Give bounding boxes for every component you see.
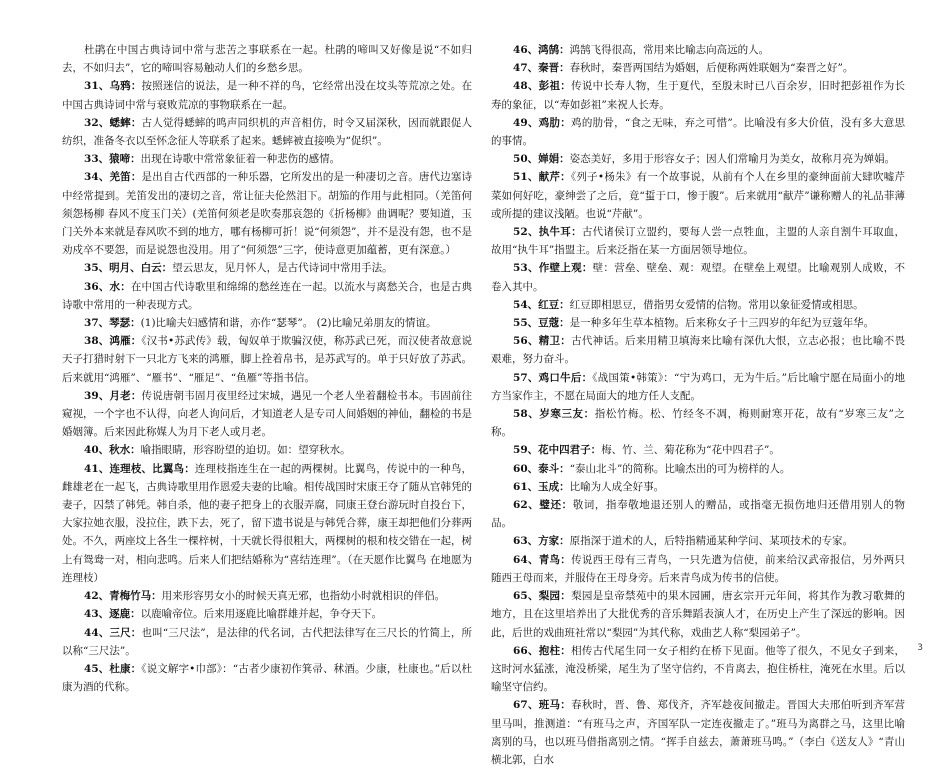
entry-item: 35、明月、白云：望云思友，见月怀人，是古代诗词中常用手法。 [84,262,393,275]
entry-number: 35 [84,262,99,275]
entry-term: 鸡口牛后 [538,371,582,384]
entry-number: 33 [84,153,99,166]
entry-term: 羌笛 [109,171,131,184]
entry-term: 蟋蟀 [109,116,131,129]
left-column [62,41,472,696]
entry-item: 47、秦晋：春秋时，秦晋两国结为婚姻，后便称两姓联姻为“秦晋之好”。 [513,62,854,75]
entry-text: 以鹿喻帝位。后来用逐鹿比喻群雄并起，争夺天下。 [140,608,383,621]
entry-term: 岁寒三友 [539,408,584,421]
entry-number: 51 [513,171,528,184]
entry-number: 38 [84,335,99,348]
entry-term: 青鸟 [538,553,561,566]
entry-item: 65、梨园：梨园是皇帝禁苑中的果木园圃，唐玄宗开元年间，将其作为教习歌舞的地方，且在这里培养出了大批优秀的音乐舞蹈表演人才，在历史上产生了深远的影响。因此，后世的戏曲班社常以“梨园”为其代称，戏曲艺人称“梨园弟子”。 [491,590,906,639]
entry-item: 57、鸡口牛后：《战国策•韩策》：“宁为鸡口，无为牛后。”后比喻宁愿在局面小的地方当家作主，不愿在局面大的地方任人支配。 [491,371,906,402]
entry-number: 56 [513,335,528,348]
entry-text: 是出自古代西部的一种乐器，它所发出的是一种凄切之音。唐代边塞诗中经常提到。羌笛发出的凄切之音，常让征夫伦然泪下。胡笳的作用与此相同。（羌笛何须怨杨柳 春风不度玉门关）(羌笛何须老是吹奏那哀怨的《折杨柳》曲调呢？要知道，玉门关外本来就是春风吹不到的地方，哪有杨柳可折！说“何须怨”，并不是没有怨，也不是劝戍卒不要怨，而是说怨也没用。用了“何须怨”三字，使诗意更加蕴蓄，更有深意。） [62,171,473,257]
entry-text: 古人觉得蟋蟀的鸣声同织机的声音相仿，时令又届深秋，因而就跟促人纺织，准备冬衣以至怀念征人等联系了起来。蟋蟀被直接唤为“促织”。 [62,116,473,148]
entry-item: 59、花中四君子：梅、竹、兰、菊花称为“花中四君子”。 [513,444,780,457]
entry-item: 52、执牛耳：古代诸侯订立盟约，要每人尝一点牲血，主盟的人亲自割牛耳取血，故用“执牛耳”指盟主。后来泛指在某一方面居领导地位。 [491,226,906,257]
entry-number: 57 [513,371,528,384]
entry-text: 原指深于道术的人，后特指精通某种学问、某项技术的专家。 [569,535,854,548]
entry-item: 54、红豆：红豆即相思豆，借指男女爱情的信物。常用以象征爱情或相思。 [513,298,864,311]
entry-number: 50 [513,153,528,166]
entry-text: 红豆即相思豆，借指男女爱情的信物。常用以象征爱情或相思。 [569,298,864,311]
entry-text: 也叫“三尺法”，是法律的代名词，古代把法律写在三尺长的竹简上，所以称“三尺法”。 [62,626,472,657]
entry-item: 50、婵娟：姿态美好，多用于形容女子；因人们常喻月为美女，故称月亮为婵娟。 [513,153,896,166]
entry-term: 献芹 [538,171,561,184]
entry-item: 66、抱柱：相传古代尾生同一女子相约在桥下见面。他等了很久，不见女子到来，这时河水猛涨，淹没桥梁，尾生为了坚守信约，不肯离去，抱住桥柱，淹死在水里。后以喻坚守信约。 [491,644,906,694]
entry-text: 传说中长寿人物，生于夏代，至殷末时已八百余岁，旧时把彭祖作为长寿的象征，以“寿如彭祖”来祝人长寿。 [491,80,906,111]
entry-item: 31、乌鸦：按照迷信的说法，是一种不祥的鸟，它经常出没在坟头等荒凉之处。在中国古典诗词中常与衰败荒凉的事物联系在一起。 [62,80,473,111]
entry-item: 43、逐鹿：以鹿喻帝位。后来用逐鹿比喻群雄并起，争夺天下。 [84,608,383,621]
entry-term: 玉成 [538,480,560,493]
entry-text: 杜鹃在中国古典诗词中常与悲苦之事联系在一起。杜鹃的啼叫又好像是说“不如归去，不如归去”，它的啼叫容易触动人们的乡愁乡思。 [62,44,472,75]
entry-term: 猿啼 [109,153,131,166]
entry-number: 41 [84,462,99,475]
entry-number: 34 [84,171,99,184]
entry-text: 在中国古代诗歌里和绵绵的愁丝连在一起。以流水与离愁关合，也是古典诗歌中常用的一种表现方式。 [62,280,473,311]
entry-term: 作壁上观 [538,262,582,275]
entry-term: 梨园 [538,590,561,603]
entry-text: 壁：营垒、壁垒、观：观望。在壁垒上观望。比喻观别人成败，不卷入其中。 [491,262,906,293]
entry-text: 《说文解字•巾部》：“古者少康初作箕帚、秫酒。少康，杜康也。”后以杜康为酒的代称。 [62,662,473,694]
entry-number: 49 [513,116,528,129]
entry-term: 彭祖 [538,80,561,93]
entry-number: 48 [513,80,528,93]
right-column [491,41,905,769]
entry-term: 青梅竹马 [109,590,152,603]
entry-term: 鸡肋 [538,116,561,129]
entry-item: 58、岁寒三友：指松竹梅。松、竹经冬不凋，梅则耐寒开花，故有“岁寒三友”之称。 [491,408,906,439]
entry-item: 55、豆蔻：是一种多年生草本植物。后来称女子十三四岁的年纪为豆蔻年华。 [513,317,875,330]
entry-number: 36 [84,280,99,293]
entry-item: 38、鸿雁：《汉书•苏武传》载，匈奴单于欺骗汉使，称苏武已死，而汉使者故意说天子打猎时射下一只北方飞来的鸿雁，脚上拴着帛书，是苏武写的。单于只好放了苏武。后来就用“鸿雁”、“雁书”、“雁足”、“鱼雁”等指书信。 [62,335,473,384]
entry-number: 37 [84,317,99,330]
entry-number: 62 [513,499,528,512]
entry-number: 63 [513,535,528,548]
entry-term: 执牛耳 [538,226,572,239]
entry-number: 60 [513,462,528,475]
entry-text: 指松竹梅。松、竹经冬不凋，梅则耐寒开花，故有“岁寒三友”之称。 [491,408,906,439]
entry-text: 是一种多年生草本植物。后来称女子十三四岁的年纪为豆蔻年华。 [569,317,875,330]
entry-item: 61、玉成：比喻为人成全好事。 [513,480,665,493]
entry-term: 方家 [538,535,560,548]
entry-text: 古代诸侯订立盟约，要每人尝一点牲血，主盟的人亲自割牛耳取血，故用“执牛耳”指盟主。后来泛指在某一方面居领导地位。 [491,226,906,257]
entry-number: 61 [513,480,528,493]
entry-number: 46 [513,44,528,56]
entry-term: 秋水 [109,444,131,457]
entry-term: 杜康 [109,662,131,675]
entry-number: 58 [513,408,528,421]
entry-item: 36、水：在中国古代诗歌里和绵绵的愁丝连在一起。以流水与离愁关合，也是古典诗歌中常用的一种表现方式。 [62,280,473,311]
entry-number: 64 [513,553,528,566]
page-number: 3 [917,643,923,653]
entry-text: 传说唐朝韦固月夜里经过宋城，遇见一个老人坐着翻检书本。韦固前往窥视，一个字也不认得，向老人询问后，才知道老人是专司人间婚姻的神仙，翻检的书是婚姻簿。后来因此称媒人为月下老人或月老。 [62,389,473,439]
entry-text: 连理枝指连生在一起的两棵树。比翼鸟，传说中的一种鸟，雌雄老在一起飞，古典诗歌里用作恩爱夫妻的比喻。相传战国时宋康王夺了随从官韩凭的妻子，囚禁了韩凭。韩自杀，他的妻子把身上的衣服弄腐，同康王登台游玩时自投台下，大家拉她衣服，没拉住，跌下去，死了，留下遗书说是与韩凭合葬，康王却把他们分葬两处。不久，两座坟上各生一棵梓树，十天就长得很粗大，两棵树的根和枝交错在一起，树上有鸳鸯一对，相向悲鸣。后来人们把结婚称为“喜结连理”。（在天愿作比翼鸟 在地愿为连理枝） [62,462,473,584]
entry-item: 49、鸡肋：鸡的肋骨，“食之无味，弃之可惜”。比喻没有多大价值，没有多大意思的事情。 [491,116,906,148]
entry-text: “泰山北斗”的简称。比喻杰出的可为榜样的人。 [569,462,791,475]
entry-number: 66 [513,644,528,657]
entry-item: 60、泰斗：“泰山北斗”的简称。比喻杰出的可为榜样的人。 [513,462,791,475]
entry-item: 33、猿啼：出现在诗歌中常常象征着一种悲伤的感情。 [84,153,341,166]
entry-text: 鸡的肋骨，“食之无味，弃之可惜”。比喻没有多大价值，没有多大意思的事情。 [491,116,906,148]
entry-term: 精卫 [538,335,561,348]
entry-text: 比喻为人成全好事。 [569,480,665,493]
entry-term: 月老 [109,389,131,402]
entry-term: 抱柱 [538,644,561,657]
entry-text: 喻指眼睛，形容盼望的迫切。如：望穿秋水。 [140,444,351,457]
entry-text: 春秋时，秦晋两国结为婚姻，后便称两姓联姻为“秦晋之好”。 [569,62,854,75]
entry-text: 相传古代尾生同一女子相约在桥下见面。他等了很久，不见女子到来，这时河水猛涨，淹没桥梁，尾生为了坚守信约，不肯离去，抱住桥柱，淹死在水里。后以喻坚守信约。 [491,644,906,694]
entry-term: 三尺 [109,626,131,639]
entry-term: 鸿雁 [109,335,131,348]
entry-text: 传说西王母有三青鸟，一只先遣为信使，前来给汉武帝报信，另外两只随西王母而来，并服侍在王母身旁。后来青鸟成为传书的信使。 [491,553,906,584]
entry-term: 花中四君子 [538,444,591,457]
entry-text: 《汉书•苏武传》载，匈奴单于欺骗汉使，称苏武已死，而汉使者故意说天子打猎时射下一只北方飞来的鸿雁，脚上拴着帛书，是苏武写的。单于只好放了苏武。后来就用“鸿雁”、“雁书”、“雁足”、“鱼雁”等指书信。 [62,335,473,384]
entry-item: 67、班马：春秋时，晋、鲁、郑伐齐，齐军趁夜间撤走。晋国大夫邢伯听到齐军营里马叫，推测道：“有班马之声，齐国军队一定连夜撤走了。”班马为离群之马，这里比喻离别的马，也以班马借指离别之情。“挥手自兹去，萧萧班马鸣。”（李白《送友人》“青山横北郭，白水 [491,699,906,766]
entry-term: 秦晋 [538,62,560,75]
entry-item: 39、月老：传说唐朝韦固月夜里经过宋城，遇见一个老人坐着翻检书本。韦固前往窥视，一个字也不认得，向老人询问后，才知道老人是专司人间婚姻的神仙，翻检的书是婚姻簿。后来因此称媒人为月下老人或月老。 [62,389,473,439]
entry-item: 32、蟋蟀：古人觉得蟋蟀的鸣声同织机的声音相仿，时令又届深秋，因而就跟促人纺织，准备冬衣以至怀念征人等联系了起来。蟋蟀被直接唤为“促织”。 [62,116,473,148]
entry-number: 44 [84,626,99,639]
entry-item: 46、鸿鹄：鸿鹄飞得很高，常用来比喻志向高远的人。 [513,44,770,56]
entry-item: 41、连理枝、比翼鸟：连理枝指连生在一起的两棵树。比翼鸟，传说中的一种鸟，雌雄老在一起飞，古典诗歌里用作恩爱夫妻的比喻。相传战国时宋康王夺了随从官韩凭的妻子，囚禁了韩凭。韩自杀，他的妻子把身上的衣服弄腐，同康王登台游玩时自投台下，大家拉她衣服，没拉住，跌下去，死了，留下遗书说是与韩凭合葬，康王却把他们分葬两处。不久，两座坟上各生一棵梓树，十天就长得很粗大，两棵树的根和枝交错在一起，树上有鸳鸯一对，相向悲鸣。后来人们把结婚称为“喜结连理”。（在天愿作比翼鸟 在地愿为连理枝） [62,462,473,584]
entry-term: 明月、白云 [109,262,162,275]
entry-item: 45、杜康：《说文解字•巾部》：“古者少康初作箕帚、秫酒。少康，杜康也。”后以杜康为酒的代称。 [62,662,473,694]
entry-text: 《战国策•韩策》：“宁为鸡口，无为牛后。”后比喻宁愿在局面小的地方当家作主，不愿在局面大的地方任人支配。 [491,371,906,402]
entry-number: 65 [513,590,528,603]
entry-item: 34、羌笛：是出自古代西部的一种乐器，它所发出的是一种凄切之音。唐代边塞诗中经常提到。羌笛发出的凄切之音，常让征夫伦然泪下。胡笳的作用与此相同。（羌笛何须怨杨柳 春风不度玉门关）(羌笛何须老是吹奏那哀怨的《折杨柳》曲调呢？要知道，玉门关外本来就是春风吹不到的地方，哪有杨柳可折！说“何须怨”，并不是没有怨，也不是劝戍卒不要怨，而是说怨也没用。用了“何须怨”三字，使诗意更加蕴蓄，更有深意。） [62,171,473,257]
entry-text: 用来形容男女小的时候天真无邪，也指幼小时就相识的伴侣。 [161,590,446,603]
entry-term: 鸿鹄 [538,44,560,56]
entry-text: 敬词，指奉敬地退还别人的赠品，或指毫无损伤地归还借用别人的物品。 [491,499,906,530]
entry-item: 56、精卫：古代神话。后来用精卫填海来比喻有深仇大恨，立志必报；也比喻不畏艰难，努力奋斗。 [491,335,906,366]
entry-number: 54 [513,298,528,311]
entry-text: 梨园是皇帝禁苑中的果木园圃，唐玄宗开元年间，将其作为教习歌舞的地方，且在这里培养出了大批优秀的音乐舞蹈表演人才，在历史上产生了深远的影响。因此，后世的戏曲班社常以“梨园”为其代称，戏曲艺人称“梨园弟子”。 [491,590,906,639]
entry-item: 37、琴瑟：(1)比喻夫妇感情和谐，亦作“瑟琴”。 (2)比喻兄弟朋友的情谊。 [84,317,437,330]
entry-term: 婵娟 [538,153,560,166]
entry-item: 48、彭祖：传说中长寿人物，生于夏代，至殷末时已八百余岁，旧时把彭祖作为长寿的象征，以“寿如彭祖”来祝人长寿。 [491,80,906,111]
entry-term: 水 [109,280,121,293]
entry-number: 43 [84,608,99,621]
entry-text: 春秋时，晋、鲁、郑伐齐，齐军趁夜间撤走。晋国大夫邢伯听到齐军营里马叫，推测道：“有班马之声，齐国军队一定连夜撤走了。”班马为离群之马，这里比喻离别的马，也以班马借指离别之情。“挥手自兹去，萧萧班马鸣。”（李白《送友人》“青山横北郭，白水 [491,699,906,766]
entry-term: 豆蔻 [538,317,560,330]
entry-text: 鸿鹄飞得很高，常用来比喻志向高远的人。 [569,44,770,56]
entry-number: 55 [513,317,528,330]
entry-number: 40 [84,444,99,457]
entry-number: 59 [513,444,528,457]
entry-term: 红豆 [538,298,560,311]
entry-term: 璧还 [539,499,562,512]
entry-text: 出现在诗歌中常常象征着一种悲伤的感情。 [140,153,341,166]
entry-item: 64、青鸟：传说西王母有三青鸟，一只先遣为信使，前来给汉武帝报信，另外两只随西王母而来，并服侍在王母身旁。后来青鸟成为传书的信使。 [491,553,906,584]
entry-term: 乌鸦 [109,80,131,93]
entry-term: 班马 [538,699,561,712]
entry-item: 63、方家：原指深于道术的人，后特指精通某种学问、某项技术的专家。 [513,535,854,548]
entry-item: 42、青梅竹马：用来形容男女小的时候天真无邪，也指幼小时就相识的伴侣。 [84,590,446,603]
entry-number: 52 [513,226,528,239]
entry-number: 32 [84,116,99,129]
entry-number: 39 [84,389,99,402]
entry-number: 42 [84,590,99,603]
entry-number: 31 [84,80,99,93]
entry-number: 67 [513,699,528,712]
entry-term: 泰斗 [538,462,560,475]
entry-text: 按照迷信的说法，是一种不祥的鸟，它经常出没在坟头等荒凉之处。在中国古典诗词中常与衰败荒凉的事物联系在一起。 [62,80,473,111]
entry-text: 《列子•杨朱》有一个故事说，从前有个人在乡里的豪绅面前大肆吹嘘芹菜如何好吃，豪绅尝了之后，竟“蜇于口，惨于腹”。后来就用“献芹”谦称赠人的礼品菲薄或所提的建议浅陋。也说“芹献”。 [491,171,906,220]
entry-item: 62、璧还：敬词，指奉敬地退还别人的赠品，或指毫无损伤地归还借用别人的物品。 [491,499,906,530]
entry-term: 逐鹿 [109,608,131,621]
entry-text: (1)比喻夫妇感情和谐，亦作“瑟琴”。 (2)比喻兄弟朋友的情谊。 [140,317,437,330]
entry-item: 51、献芹：《列子•杨朱》有一个故事说，从前有个人在乡里的豪绅面前大肆吹嘘芹菜如何好吃，豪绅尝了之后，竟“蜇于口，惨于腹”。后来就用“献芹”谦称赠人的礼品菲薄或所提的建议浅陋。也说“芹献”。 [491,171,906,220]
entry-text: 古代神话。后来用精卫填海来比喻有深仇大恨，立志必报；也比喻不畏艰难，努力奋斗。 [491,335,906,366]
entry-term: 连理枝、比翼鸟 [109,462,185,475]
entry-term: 琴瑟 [109,317,131,330]
entry-number: 47 [513,62,528,75]
entry-number: 53 [513,262,528,275]
entry-item: 44、三尺：也叫“三尺法”，是法律的代名词，古代把法律写在三尺长的竹简上，所以称“三尺法”。 [62,626,472,657]
entry-text: 梅、竹、兰、菊花称为“花中四君子”。 [601,444,780,457]
entry-item [62,41,472,77]
entry-text: 望云思友，见月怀人，是古代诗词中常用手法。 [172,262,393,275]
entry-number: 45 [84,662,99,675]
entry-item: 40、秋水：喻指眼睛，形容盼望的迫切。如：望穿秋水。 [84,444,351,457]
entry-text: 姿态美好，多用于形容女子；因人们常喻月为美女，故称月亮为婵娟。 [569,153,896,166]
entry-item: 53、作壁上观：壁：营垒、壁垒、观：观望。在壁垒上观望。比喻观别人成败，不卷入其中。 [491,262,906,293]
